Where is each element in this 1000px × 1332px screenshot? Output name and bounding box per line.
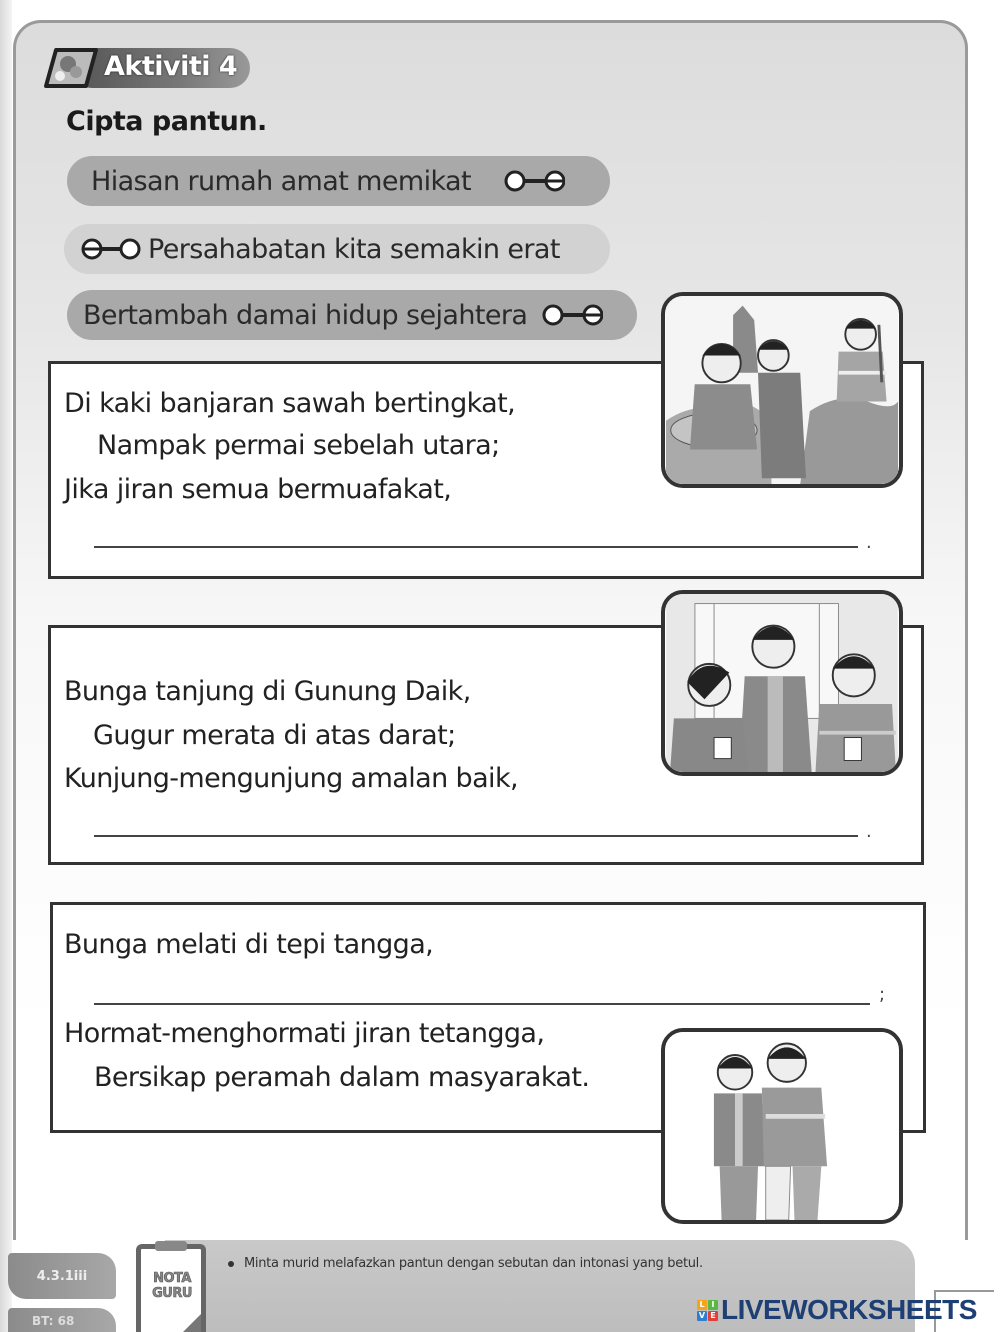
clipboard-fold	[183, 1314, 201, 1332]
phrase-option-1[interactable]	[67, 156, 610, 206]
illustration-gardening	[661, 292, 903, 488]
pantun-2-end-punct: .	[866, 821, 872, 842]
logo-tile: V	[698, 1310, 706, 1320]
phrase-option-text: Bertambah damai hidup sejahtera	[83, 299, 528, 331]
bullet-icon	[228, 1261, 234, 1267]
nota-guru-label	[145, 1271, 199, 1301]
clipboard-clip	[155, 1241, 187, 1251]
phrase-option-text: Hiasan rumah amat memikat	[91, 165, 471, 197]
pantun-1-line-2: Nampak permai sebelah utara;	[97, 430, 500, 461]
liveworksheets-wordmark: LIVEWORKSHEETS	[721, 1294, 977, 1325]
nota-guru-clipboard-icon	[136, 1244, 206, 1332]
boys-gardening-illustration-icon	[665, 296, 899, 484]
pantun-2-line-2: Gugur merata di atas darat;	[93, 720, 456, 751]
pantun-1-answer-line	[94, 546, 858, 548]
boy-helping-friend-illustration-icon	[665, 1032, 899, 1220]
activity-badge-label: Aktiviti 4	[104, 51, 238, 82]
pantun-2-line-1: Bunga tanjung di Gunung Daik,	[64, 676, 471, 707]
guru-label: GURU	[152, 1286, 192, 1301]
activity-badge	[42, 46, 250, 90]
nota-label: NOTA	[153, 1271, 191, 1286]
teacher-note-text: Minta murid melafazkan pantun dengan sebutan dan intonasi yang betul.	[244, 1256, 703, 1271]
pantun-1-end-punct: .	[866, 532, 872, 553]
pantun-2-line-3: Kunjung-mengunjung amalan baik,	[64, 763, 518, 794]
instruction-heading: Cipta pantun.	[66, 106, 267, 137]
logo-tile: E	[708, 1311, 718, 1321]
pantun-3-answer-input[interactable]	[94, 968, 870, 1002]
illustration-chatting	[661, 590, 903, 776]
liveworksheets-grid-icon	[697, 1300, 718, 1321]
men-chatting-illustration-icon	[665, 594, 899, 772]
curriculum-ref-tab: 4.3.1iii	[8, 1253, 116, 1299]
pantun-1-line-3: Jika jiran semua bermuafakat,	[64, 474, 452, 505]
logo-tile: L	[697, 1300, 707, 1310]
pantun-1-answer-input[interactable]	[94, 510, 858, 544]
pantun-3-line-4: Bersikap peramah dalam masyarakat.	[94, 1062, 590, 1093]
pantun-3-answer-line	[94, 1003, 870, 1005]
pantun-3-line-3: Hormat-menghormati jiran tetangga,	[64, 1018, 545, 1049]
pantun-2-answer-input[interactable]	[94, 799, 858, 833]
phrase-option-3[interactable]	[67, 290, 637, 340]
illustration-helping-friend	[661, 1028, 903, 1224]
liveworksheets-logo	[697, 1294, 977, 1326]
connector-pin-icon[interactable]	[503, 168, 565, 194]
phrase-option-2[interactable]	[64, 224, 610, 274]
pantun-1-line-1: Di kaki banjaran sawah bertingkat,	[64, 388, 516, 419]
page-edge	[0, 0, 12, 1332]
connector-pin-icon[interactable]	[541, 302, 603, 328]
logo-tile: I	[708, 1300, 718, 1310]
pantun-3-end-punct: ;	[879, 984, 886, 1005]
pantun-3-line-1: Bunga melati di tepi tangga,	[64, 929, 434, 960]
teacher-note	[228, 1256, 703, 1271]
connector-pin-icon[interactable]	[80, 236, 142, 262]
curriculum-ref-tab-2: BT: 68	[8, 1308, 116, 1332]
activity-book-icon	[42, 48, 100, 88]
pantun-2-answer-line	[94, 835, 858, 837]
phrase-option-text: Persahabatan kita semakin erat	[148, 233, 560, 265]
